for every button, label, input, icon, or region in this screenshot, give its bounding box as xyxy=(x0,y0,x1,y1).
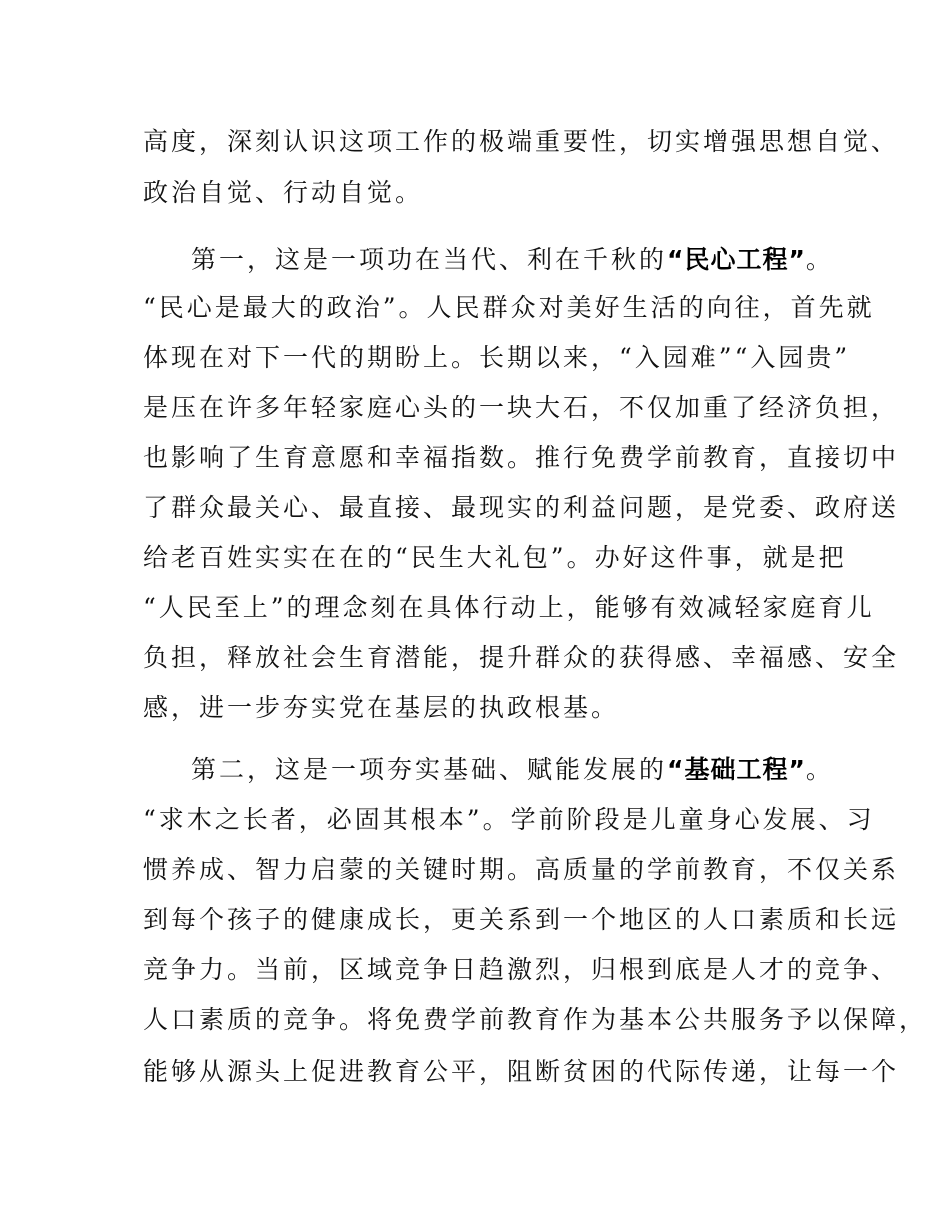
paragraph-line: 到每个孩子的健康成长，更关系到一个地区的人口素质和长远 xyxy=(143,905,900,934)
paragraph-line: “求木之长者，必固其根本”。学前阶段是儿童身心发展、习 xyxy=(143,805,875,834)
paragraph-line: 能够从源头上促进教育公平，阻断贫困的代际传递，让每一个 xyxy=(143,1057,900,1086)
paragraph-line: 高度，深刻认识这项工作的极端重要性，切实增强思想自觉、 xyxy=(143,127,900,156)
paragraph-line: “人民至上”的理念刻在具体行动上，能够有效减轻家庭育儿 xyxy=(143,593,875,622)
paragraph-line: 也影响了生育意愿和幸福指数。推行免费学前教育，直接切中 xyxy=(143,443,900,472)
paragraph-line: 人口素质的竞争。将免费学前教育作为基本公共服务予以保障， xyxy=(143,1005,928,1034)
paragraph-line: 给老百姓实实在在的“民生大礼包”。办好这件事，就是把 xyxy=(143,543,847,572)
paragraph-line: 了群众最关心、最直接、最现实的利益问题，是党委、政府送 xyxy=(143,493,900,522)
heading-suffix: 。 xyxy=(805,245,834,274)
heading-prefix: 第二，这是一项夯实基础、赋能发展的 xyxy=(191,755,668,784)
paragraph-line: 感，进一步夯实党在基层的执政根基。 xyxy=(143,693,620,722)
heading-emphasis: “基础工程” xyxy=(667,755,806,784)
paragraph-line: 惯养成、智力启蒙的关键时期。高质量的学前教育，不仅关系 xyxy=(143,855,900,884)
paragraph-line: 体现在对下一代的期盼上。长期以来，“入园难”“入园贵” xyxy=(143,343,851,372)
heading-prefix: 第一，这是一项功在当代、利在千秋的 xyxy=(191,245,668,274)
paragraph-line: 政治自觉、行动自觉。 xyxy=(143,178,424,207)
paragraph-heading-line xyxy=(191,750,834,790)
heading-emphasis: “民心工程” xyxy=(667,245,806,274)
paragraph-line: 竞争力。当前，区域竞争日趋激烈，归根到底是人才的竞争、 xyxy=(143,955,900,984)
heading-suffix: 。 xyxy=(805,755,834,784)
paragraph-line: 是压在许多年轻家庭心头的一块大石，不仅加重了经济负担， xyxy=(143,393,900,422)
paragraph-heading-line xyxy=(191,240,834,280)
paragraph-line: 负担，释放社会生育潜能，提升群众的获得感、幸福感、安全 xyxy=(143,643,900,672)
paragraph-line: “民心是最大的政治”。人民群众对美好生活的向往，首先就 xyxy=(143,293,875,322)
